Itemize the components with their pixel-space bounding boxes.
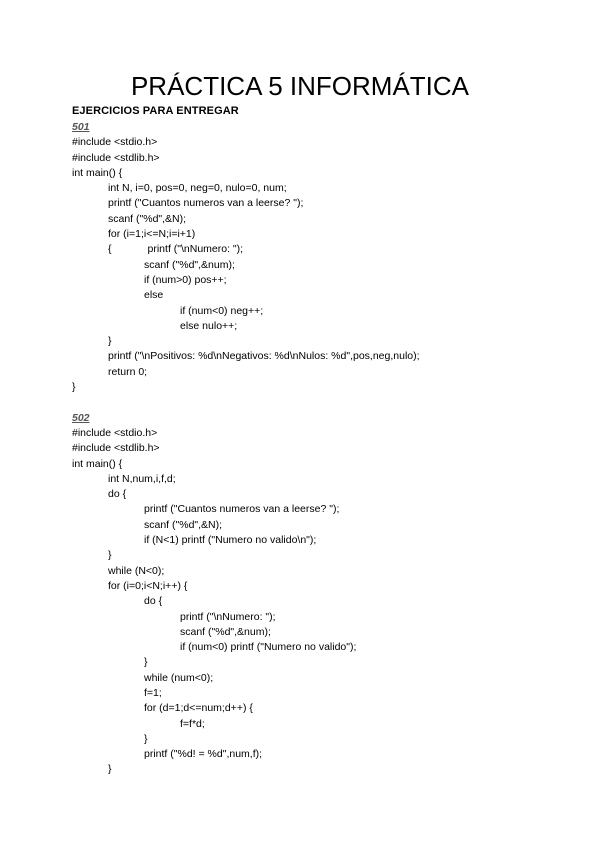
code-line: while (num<0);: [144, 671, 214, 684]
code-statement: printf ("\nNumero: ");: [147, 243, 244, 256]
code-line: int main() {: [72, 166, 123, 179]
code-line: int N, i=0, pos=0, neg=0, nulo=0, num;: [108, 182, 287, 195]
page-title: PRÁCTICA 5 INFORMÁTICA: [130, 71, 470, 101]
code-line: while (N<0);: [108, 564, 165, 577]
code-brace: {: [108, 243, 112, 256]
code-line: }: [108, 335, 112, 348]
code-line: printf ("Cuantos numeros van a leerse? ");: [108, 197, 304, 210]
code-line: #include <stdio.h>: [72, 426, 158, 439]
exercise-number-502: 502: [72, 411, 90, 424]
code-line: printf ("\nNumero: ");: [180, 610, 276, 623]
code-line: f=f*d;: [180, 717, 205, 730]
code-line: else: [144, 289, 164, 302]
code-line: printf ("Cuantos numeros van a leerse? ");: [144, 503, 340, 516]
code-line: f=1;: [144, 686, 162, 699]
code-line: #include <stdlib.h>: [72, 442, 160, 455]
code-line: int N,num,i,f,d;: [108, 472, 176, 485]
code-line: for (i=1;i<=N;i=i+1): [108, 228, 196, 241]
code-line: else nulo++;: [180, 319, 238, 332]
code-line: printf ("\nPositivos: %d\nNegativos: %d\nNulos: %d",pos,neg,nulo);: [108, 350, 420, 363]
code-line: if (num>0) pos++;: [144, 273, 227, 286]
code-line: if (N<1) printf ("Numero no valido\n");: [144, 534, 317, 547]
code-line: }: [144, 656, 148, 669]
code-line: if (num<0) neg++;: [180, 304, 264, 317]
code-line: }: [72, 381, 76, 394]
code-line: scanf ("%d",&num);: [144, 258, 235, 271]
code-line: scanf ("%d",&N);: [108, 212, 187, 225]
code-line: #include <stdlib.h>: [72, 151, 160, 164]
code-line: }: [144, 732, 148, 745]
code-line: scanf ("%d",&N);: [144, 518, 223, 531]
code-listing: [72, 120, 592, 778]
code-line: if (num<0) printf ("Numero no valido");: [180, 641, 357, 654]
code-line: do {: [108, 488, 127, 501]
blank-line: [72, 395, 592, 410]
code-line: return 0;: [108, 365, 148, 378]
code-line: }: [108, 549, 112, 562]
section-heading: EJERCICIOS PARA ENTREGAR: [72, 105, 239, 117]
code-line: do {: [144, 595, 163, 608]
exercise-number-501: 501: [72, 121, 90, 133]
code-line: for (i=0;i<N;i++) {: [108, 579, 188, 592]
code-line: printf ("%d! = %d",num,f);: [144, 748, 263, 761]
code-line: [72, 242, 592, 257]
code-line: scanf ("%d",&num);: [180, 625, 271, 638]
code-line: int main() {: [72, 457, 123, 470]
code-line: #include <stdio.h>: [72, 136, 158, 149]
code-line: }: [108, 763, 112, 776]
code-line: for (d=1;d<=num;d++) {: [144, 702, 253, 715]
